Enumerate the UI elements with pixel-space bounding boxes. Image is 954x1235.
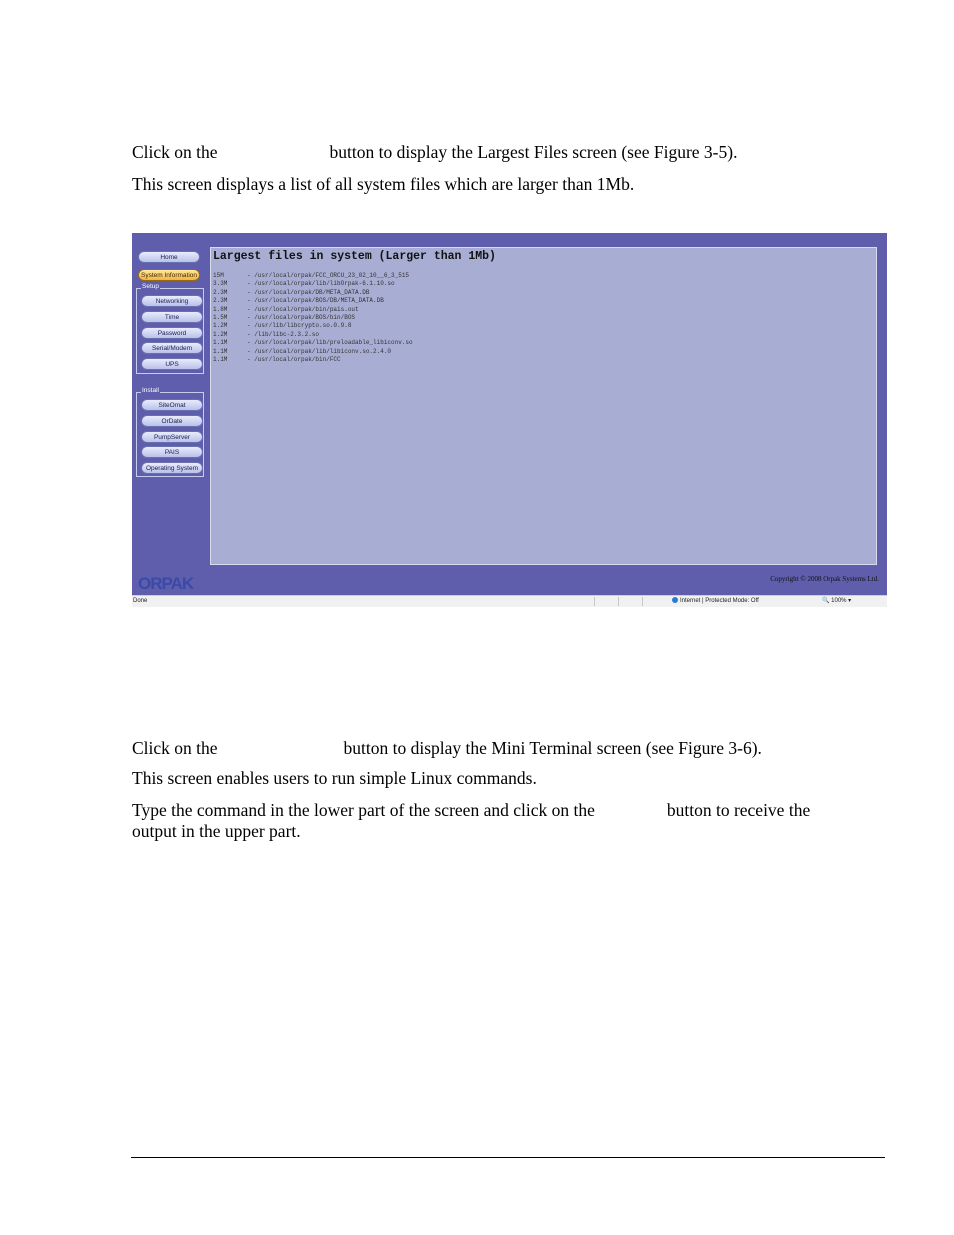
file-row [213,280,413,288]
file-row [213,289,413,297]
text-button-display-largest-files: button to display the Largest Files screen (see Figure 3-5). [329,142,738,162]
file-path: - /usr/local/orpak/lib/preloadable_libiconv.so [247,339,413,347]
file-path: - /lib/libc-2.3.2.so [247,330,320,338]
home-button[interactable]: Home [138,251,200,263]
ups-button[interactable]: UPS [141,358,203,370]
file-path: - /usr/lib/libcrypto.so.0.9.8 [247,322,352,330]
file-row [213,297,413,305]
largest-files-screenshot [132,233,887,607]
install-group [136,387,204,477]
paragraph-largest-files-intro [132,141,737,163]
serial-modem-button[interactable]: Serial/Modem [141,342,203,354]
globe-icon [672,597,678,603]
file-row [213,306,413,314]
copyright-text: Copyright © 2008 Orpak Systems Ltd. [770,575,879,583]
file-size: 1.2M [213,322,228,330]
file-size: 2.3M [213,288,228,296]
footer-rule [131,1157,885,1158]
paragraph-mini-terminal-description: This screen enables users to run simple Linux commands. [132,768,537,788]
file-size: 1.5M [213,313,228,321]
file-row [213,339,413,347]
time-button[interactable]: Time [141,311,203,323]
text-button-receive: button to receive the [666,800,811,820]
siteomat-button[interactable]: SiteOmat [141,399,203,411]
text-type-command: Type the command in the lower part of the screen and click on the [132,800,595,820]
file-row [213,348,413,356]
status-text: Done [133,598,148,604]
panel-title: Largest files in system (Larger than 1Mb) [213,250,496,263]
app-window [132,233,887,595]
file-row [213,356,413,364]
file-size: 1.1M [213,355,228,363]
pais-button[interactable]: PAIS [141,446,203,458]
security-zone [672,596,759,607]
browser-status-bar [132,595,887,607]
system-information-button[interactable]: System Information [138,269,200,281]
operating-system-button[interactable]: Operating System [141,462,203,474]
ordate-button[interactable]: OrDate [141,415,203,427]
text-button-display-mini-terminal: button to display the Mini Terminal screen (see Figure 3-6). [343,738,762,758]
file-size: 1.8M [213,305,228,313]
largest-files-panel [210,247,877,565]
text-click-on-the: Click on the [132,738,218,758]
setup-group-title: Setup [142,283,159,290]
file-size: 1.1M [213,339,228,347]
file-path: - /usr/local/orpak/BOS/DB/META_DATA.DB [247,297,384,305]
zoom-control[interactable]: 🔍 100% ▾ [822,598,852,604]
status-divider [618,597,619,606]
file-row [213,272,413,280]
pumpserver-button[interactable]: PumpServer [141,431,203,443]
file-row [213,322,413,330]
file-size: 3.3M [213,280,228,288]
file-path: - /usr/local/orpak/bin/FCC [247,355,341,363]
paragraph-type-command-line2: output in the upper part. [132,821,301,841]
setup-group [136,283,204,374]
file-size: 1.2M [213,330,228,338]
zoom-level: 100% [831,598,847,604]
text-click-on-the: Click on the [132,142,218,162]
status-divider [642,597,643,606]
security-zone-label: Internet | Protected Mode: Off [680,598,759,604]
status-divider [594,597,595,606]
file-row [213,314,413,322]
file-path: - /usr/local/orpak/FCC_ORCU_23_02_10__6_3_515 [247,272,410,279]
password-button[interactable]: Password [141,327,203,339]
orpak-logo: ORPAK [138,574,194,593]
paragraph-largest-files-description: This screen displays a list of all system files which are larger than 1Mb. [132,174,635,194]
file-path: - /usr/local/orpak/BOS/bin/BOS [247,313,356,321]
paragraph-type-command-line1 [132,799,810,821]
file-size: 2.3M [213,297,228,305]
file-size: 1.1M [213,347,228,355]
install-group-title: Install [142,387,159,394]
file-path: - /usr/local/orpak/lib/libiconv.so.2.4.0 [247,347,392,355]
file-row [213,331,413,339]
file-list [213,272,413,364]
file-path: - /usr/local/orpak/lib/libOrpak-6.1.10.so [247,280,395,288]
file-path: - /usr/local/orpak/DB/META_DATA.DB [247,288,370,296]
paragraph-mini-terminal-intro [132,737,762,759]
file-path: - /usr/local/orpak/bin/pais.out [247,305,359,313]
file-size: 15M [213,272,224,279]
networking-button[interactable]: Networking [141,295,203,307]
